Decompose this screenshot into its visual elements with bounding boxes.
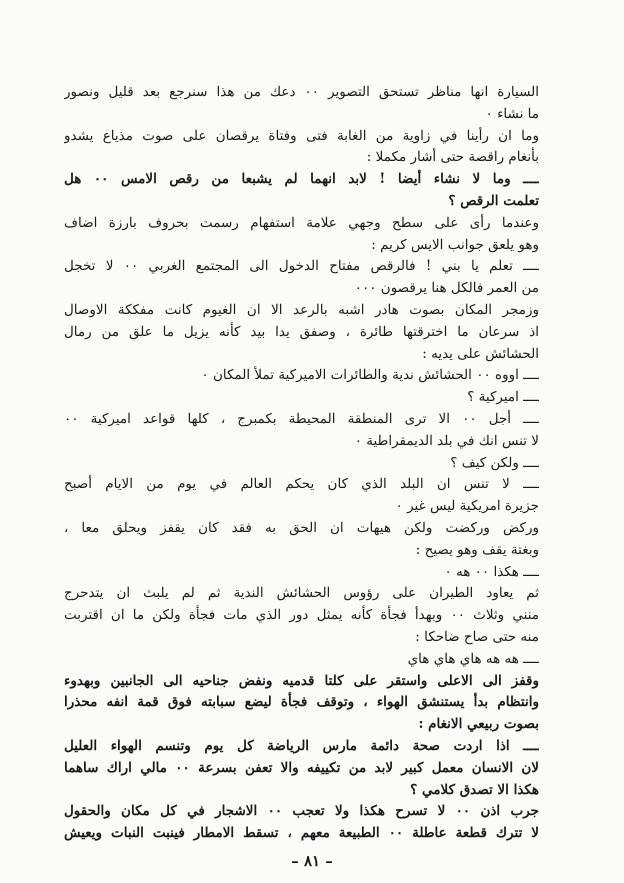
text-line: ــــ اووه ٠٠ الحشائش ندية والطائرات الاميركية تملأ المكان ٠: [201, 367, 539, 384]
text-line: ــــ اميركية ؟: [467, 389, 539, 406]
text-line: بصوت ربيعي الانغام :: [418, 716, 539, 733]
text-line: منه حتى صاح ضاحكا :: [415, 629, 539, 645]
text-line: وانتظام بدأ يستنشق الهواء ، وتوقف فجأة ليضع سبابته فوق قمة انفه محذرا: [64, 694, 539, 711]
text-line: ــــ ولكن كيف ؟: [450, 454, 539, 471]
text-line: وعندما رأى على سطح وجهي علامة استفهام رسمت بحروف بارزة اضاف: [64, 214, 539, 231]
text-line: وبغتة يقف وهو يصيح :: [415, 541, 539, 558]
text-line: من العمر فالكل هنا يرقصون ٠٠٠: [354, 280, 539, 297]
text-line: ــــ تعلم يا بني ! فالرقص مفتاح الدخول الى المجتمع الغربي ٠٠ لا تخجل: [64, 258, 539, 275]
text-line: وركض وركضت ولكن هيهات ان الحق به فقد كان يقفز ويحلق معا ،: [64, 520, 539, 536]
text-line: جرب اذن ٠٠ لا تسرح هكذا ولا تعجب ٠٠ الاشجار في كل مكان والحقول: [64, 803, 539, 820]
text-line: ــــ لا تنس ان البلد الذي كان يحكم العالم في يوم من الايام أصبح: [64, 476, 539, 493]
text-line: هكذا الا تصدق كلامي ؟: [410, 781, 539, 798]
text-line: السيارة انها مناظر تستحق التصوير ٠٠ دعك من هذا سنرجع بعد قليل ونصور: [64, 84, 539, 100]
text-line: منني وثلاث ٠٠ وبهدأ فجأة كأنه يمثل دور الذي مات فجأة ولكن ما ان اقتربت: [64, 607, 539, 624]
text-line: ــــ وما لا نشاء أيضا ! لابد انهما لم يشبعا من رقص الامس ٠٠ هل: [64, 171, 539, 188]
page-body: [64, 82, 539, 842]
text-line: ما نشاء ٠: [485, 105, 539, 122]
text-line: لا تنس انك في بلد الديمقراطية ٠: [354, 432, 539, 449]
text-line: ــــ هه هه هاي هاي هاي: [407, 650, 539, 667]
text-line: لا تترك قطعة عاطلة ٠٠ الطبيعة معهم ، تسقط الامطار فينبت النبات ويعيش: [64, 825, 539, 842]
text-line: جزيرة امريكية ليس غير ٠: [395, 498, 539, 515]
text-line: اذ سرعان ما اخترقتها طائرة ، وصفق يدا بيد كأنه يزيل ما علق من رمال: [64, 323, 539, 340]
text-line: تعلمت الرقص ؟: [448, 193, 539, 209]
text-line: لان الانسان معمل كبير لابد من تكييفه والا تعفن بسرعة ٠٠ مالي اراك ساهما: [64, 759, 539, 776]
text-line: ــــ هكذا ٠٠ هه ٠: [444, 563, 539, 580]
page-number: – ٨١ –: [291, 852, 333, 870]
text-line: الحشائش على يديه :: [422, 345, 539, 362]
text-line: وهو يلعق جوانب الايس كريم :: [371, 236, 539, 253]
text-line: ــــ اذا اردت صحة دائمة مارس الرياضة كل يوم وتنسم الهواء العليل: [64, 738, 539, 754]
text-line: بأنغام راقصة حتى أشار مكملا :: [366, 149, 539, 166]
text-line: ثم يعاود الطيران على رؤوس الحشائش الندية ثم لم يلبث ان يتدحرج: [64, 585, 539, 602]
text-line: وقفز الى الاعلى واستقر على كلتا قدميه ونفض جناحيه الى الجانبين وبهدوء: [64, 672, 539, 689]
text-line: وما ان رأينا في زاوية من الغابة فتى وفتاة يرقصان على صوت مذياع يشدو: [64, 127, 539, 144]
text-line: ــــ أجل ٠٠ الا ترى المنطقة المحيطة بكمبرج ، كلها قواعد اميركية ٠٠: [64, 411, 539, 427]
text-line: وزمجر المكان بصوت هادر اشبه بالرعد الا ان الغيوم كانت مفككة الاوصال: [64, 302, 539, 318]
